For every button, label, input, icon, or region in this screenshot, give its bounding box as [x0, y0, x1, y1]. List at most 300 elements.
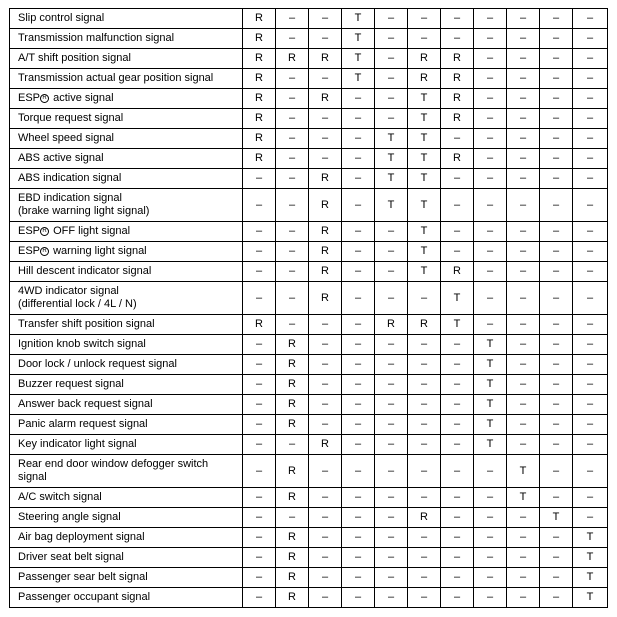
signal-value-cell: –	[474, 315, 507, 335]
signal-value-cell: –	[573, 189, 608, 222]
signal-value-cell: –	[441, 568, 474, 588]
signal-name-text: Ignition knob switch signal	[18, 338, 146, 350]
signal-value-cell: –	[474, 568, 507, 588]
signal-value-cell: T	[408, 262, 441, 282]
signal-value-cell: –	[408, 415, 441, 435]
signal-name-suffix: warning light signal	[50, 245, 147, 257]
signal-value-cell: T	[474, 415, 507, 435]
signal-name-cell	[10, 69, 243, 89]
signal-value-cell: –	[573, 375, 608, 395]
signal-value-cell: –	[474, 69, 507, 89]
signal-value-cell: –	[507, 375, 540, 395]
signal-value-cell: –	[243, 189, 276, 222]
signal-value-cell: –	[507, 282, 540, 315]
signal-value-cell: –	[507, 548, 540, 568]
signal-name-cell	[10, 335, 243, 355]
signal-value-cell: –	[540, 455, 573, 488]
signal-value-cell: T	[408, 242, 441, 262]
table-row	[10, 528, 608, 548]
signal-name-cell	[10, 435, 243, 455]
signal-value-cell: –	[276, 109, 309, 129]
signal-value-cell: –	[243, 395, 276, 415]
signal-value-cell: –	[540, 109, 573, 129]
signal-value-cell: –	[276, 29, 309, 49]
signal-value-cell: –	[507, 9, 540, 29]
signal-value-cell: –	[408, 488, 441, 508]
signal-value-cell: –	[573, 435, 608, 455]
signal-name-cell	[10, 242, 243, 262]
signal-value-cell: –	[474, 9, 507, 29]
signal-value-cell: –	[441, 488, 474, 508]
signal-value-cell: –	[573, 9, 608, 29]
signal-value-cell: –	[309, 29, 342, 49]
signal-value-cell: –	[474, 528, 507, 548]
signal-value-cell: –	[474, 282, 507, 315]
signal-value-cell: –	[573, 488, 608, 508]
signal-name-cell	[10, 568, 243, 588]
signal-value-cell: T	[408, 189, 441, 222]
signal-value-cell: –	[276, 129, 309, 149]
table-row	[10, 588, 608, 608]
signal-name-text: Transmission actual gear position signal	[18, 72, 214, 84]
signal-value-cell: –	[342, 568, 375, 588]
signal-value-cell: –	[342, 315, 375, 335]
signal-name-cell	[10, 109, 243, 129]
signal-value-cell: T	[375, 169, 408, 189]
signal-value-cell: –	[243, 375, 276, 395]
signal-name-text: EBD indication signal	[18, 192, 122, 204]
signal-value-cell: –	[309, 548, 342, 568]
signal-value-cell: –	[342, 508, 375, 528]
signal-name-text: 4WD indicator signal	[18, 285, 119, 297]
signal-value-cell: T	[573, 568, 608, 588]
signal-value-cell: –	[408, 282, 441, 315]
signal-value-cell: –	[408, 528, 441, 548]
table-row	[10, 335, 608, 355]
signal-value-cell: R	[243, 89, 276, 109]
signal-name-text: Hill descent indicator signal	[18, 265, 152, 277]
signal-name-text: Passenger occupant signal	[18, 591, 151, 603]
signal-value-cell: –	[408, 548, 441, 568]
signal-value-cell: –	[309, 588, 342, 608]
signal-value-cell: –	[375, 29, 408, 49]
signal-value-cell: –	[540, 415, 573, 435]
signal-value-cell: –	[408, 375, 441, 395]
signal-value-cell: –	[540, 568, 573, 588]
signal-name-cell	[10, 89, 243, 109]
signal-name-suffix: active signal	[50, 92, 114, 104]
signal-value-cell: –	[507, 335, 540, 355]
signal-value-cell: –	[243, 282, 276, 315]
signal-value-cell: –	[474, 49, 507, 69]
signal-value-cell: –	[342, 129, 375, 149]
signal-name-text: A/C switch signal	[18, 491, 102, 503]
signal-name-text: A/T shift position signal	[18, 52, 131, 64]
signal-value-cell: –	[342, 528, 375, 548]
signal-value-cell: –	[474, 242, 507, 262]
signal-value-cell: –	[243, 568, 276, 588]
signal-table	[9, 8, 608, 608]
signal-value-cell: –	[375, 222, 408, 242]
signal-value-cell: –	[573, 169, 608, 189]
signal-value-cell: –	[474, 455, 507, 488]
signal-value-cell: –	[342, 435, 375, 455]
signal-value-cell: –	[309, 109, 342, 129]
signal-value-cell: –	[573, 455, 608, 488]
signal-value-cell: –	[375, 568, 408, 588]
signal-value-cell: –	[342, 395, 375, 415]
signal-value-cell: R	[441, 149, 474, 169]
signal-name-text: Panic alarm request signal	[18, 418, 148, 430]
signal-name-cell	[10, 262, 243, 282]
signal-value-cell: –	[441, 335, 474, 355]
signal-value-cell: R	[243, 109, 276, 129]
signal-name-text: Air bag deployment signal	[18, 531, 145, 543]
signal-value-cell: R	[309, 282, 342, 315]
signal-value-cell: R	[408, 69, 441, 89]
signal-value-cell: R	[408, 49, 441, 69]
signal-name-prefix: ESP	[18, 225, 41, 237]
signal-value-cell: –	[507, 508, 540, 528]
signal-value-cell: –	[375, 109, 408, 129]
signal-name-cell	[10, 169, 243, 189]
signal-name-text: (differential lock / 4L / N)	[18, 298, 137, 310]
signal-value-cell: –	[540, 29, 573, 49]
signal-value-cell: –	[540, 488, 573, 508]
signal-value-cell: T	[375, 149, 408, 169]
signal-value-cell: –	[441, 508, 474, 528]
signal-value-cell: –	[342, 189, 375, 222]
signal-value-cell: –	[573, 29, 608, 49]
signal-value-cell: R	[243, 49, 276, 69]
signal-value-cell: R	[309, 435, 342, 455]
signal-value-cell: –	[573, 109, 608, 129]
signal-value-cell: –	[375, 355, 408, 375]
signal-value-cell: –	[375, 89, 408, 109]
signal-value-cell: R	[276, 548, 309, 568]
signal-value-cell: –	[375, 69, 408, 89]
signal-name-text: Torque request signal	[18, 112, 124, 124]
signal-value-cell: –	[507, 435, 540, 455]
signal-value-cell: –	[342, 149, 375, 169]
table-row	[10, 109, 608, 129]
table-row	[10, 355, 608, 375]
signal-value-cell: –	[540, 435, 573, 455]
signal-name-text	[18, 92, 240, 105]
signal-value-cell: T	[342, 49, 375, 69]
signal-value-cell: R	[276, 528, 309, 548]
signal-value-cell: –	[441, 435, 474, 455]
signal-value-cell: –	[342, 169, 375, 189]
signal-name-text: Slip control signal	[18, 12, 105, 24]
signal-value-cell: T	[408, 109, 441, 129]
signal-value-cell: –	[540, 49, 573, 69]
signal-value-cell: T	[573, 588, 608, 608]
signal-name-cell	[10, 149, 243, 169]
signal-value-cell: –	[309, 335, 342, 355]
signal-name-cell	[10, 9, 243, 29]
signal-value-cell: R	[441, 262, 474, 282]
table-row	[10, 315, 608, 335]
signal-name-suffix: OFF light signal	[50, 225, 131, 237]
table-row	[10, 89, 608, 109]
signal-value-cell: –	[342, 455, 375, 488]
signal-value-cell: –	[540, 222, 573, 242]
signal-value-cell: –	[507, 169, 540, 189]
signal-value-cell: –	[540, 242, 573, 262]
signal-value-cell: –	[507, 355, 540, 375]
signal-value-cell: –	[243, 222, 276, 242]
signal-name-cell	[10, 129, 243, 149]
signal-value-cell: R	[441, 89, 474, 109]
signal-name-text	[18, 245, 240, 258]
signal-value-cell: –	[276, 69, 309, 89]
signal-value-cell: –	[507, 149, 540, 169]
signal-value-cell: R	[309, 89, 342, 109]
signal-value-cell: –	[309, 9, 342, 29]
signal-value-cell: –	[441, 548, 474, 568]
signal-value-cell: T	[408, 222, 441, 242]
signal-value-cell: T	[507, 455, 540, 488]
signal-value-cell: –	[243, 169, 276, 189]
signal-value-cell: –	[573, 355, 608, 375]
signal-value-cell: –	[441, 528, 474, 548]
signal-name-text: Door lock / unlock request signal	[18, 358, 177, 370]
signal-value-cell: –	[441, 455, 474, 488]
signal-value-cell: –	[573, 129, 608, 149]
signal-value-cell: –	[474, 588, 507, 608]
signal-value-cell: –	[540, 548, 573, 568]
signal-name-cell	[10, 548, 243, 568]
signal-value-cell: –	[342, 375, 375, 395]
signal-name-cell	[10, 29, 243, 49]
signal-value-cell: –	[474, 508, 507, 528]
signal-value-cell: T	[342, 69, 375, 89]
signal-value-cell: –	[573, 149, 608, 169]
signal-value-cell: –	[573, 395, 608, 415]
signal-value-cell: T	[342, 9, 375, 29]
signal-value-cell: –	[540, 262, 573, 282]
table-row	[10, 455, 608, 488]
signal-value-cell: R	[243, 9, 276, 29]
signal-value-cell: T	[375, 189, 408, 222]
signal-value-cell: –	[573, 262, 608, 282]
signal-value-cell: –	[342, 242, 375, 262]
signal-value-cell: –	[540, 395, 573, 415]
signal-value-cell: –	[540, 129, 573, 149]
signal-value-cell: –	[276, 262, 309, 282]
signal-value-cell: –	[474, 149, 507, 169]
table-row	[10, 282, 608, 315]
signal-value-cell: –	[540, 528, 573, 548]
signal-name-cell	[10, 375, 243, 395]
signal-value-cell: T	[540, 508, 573, 528]
signal-value-cell: –	[573, 335, 608, 355]
table-row	[10, 49, 608, 69]
signal-value-cell: –	[276, 169, 309, 189]
signal-value-cell: –	[375, 415, 408, 435]
signal-value-cell: T	[408, 149, 441, 169]
signal-value-cell: –	[243, 488, 276, 508]
signal-value-cell: –	[474, 129, 507, 149]
signal-name-text: (brake warning light signal)	[18, 205, 150, 217]
signal-value-cell: T	[573, 528, 608, 548]
signal-value-cell: –	[375, 282, 408, 315]
signal-value-cell: –	[342, 262, 375, 282]
signal-value-cell: –	[375, 455, 408, 488]
signal-value-cell: T	[507, 488, 540, 508]
signal-value-cell: T	[408, 129, 441, 149]
table-row	[10, 189, 608, 222]
table-row	[10, 222, 608, 242]
signal-value-cell: –	[243, 588, 276, 608]
signal-value-cell: –	[375, 548, 408, 568]
signal-value-cell: –	[276, 315, 309, 335]
signal-value-cell: –	[342, 488, 375, 508]
signal-value-cell: T	[474, 335, 507, 355]
signal-value-cell: –	[540, 315, 573, 335]
signal-value-cell: –	[342, 222, 375, 242]
signal-value-cell: –	[540, 355, 573, 375]
signal-value-cell: –	[243, 242, 276, 262]
signal-value-cell: R	[276, 355, 309, 375]
signal-value-cell: –	[309, 149, 342, 169]
registered-mark-icon: R	[40, 227, 49, 236]
signal-value-cell: R	[309, 49, 342, 69]
signal-value-cell: –	[540, 588, 573, 608]
signal-value-cell: –	[243, 415, 276, 435]
signal-value-cell: R	[243, 29, 276, 49]
signal-value-cell: –	[309, 568, 342, 588]
table-row	[10, 29, 608, 49]
signal-value-cell: –	[573, 242, 608, 262]
signal-value-cell: –	[375, 242, 408, 262]
signal-value-cell: T	[474, 395, 507, 415]
table-body	[10, 9, 608, 608]
signal-name-text: Rear end door window defogger switch	[18, 458, 209, 470]
signal-value-cell: R	[243, 315, 276, 335]
signal-name-prefix: ESP	[18, 245, 41, 257]
signal-value-cell: –	[573, 508, 608, 528]
signal-value-cell: –	[540, 69, 573, 89]
table-row	[10, 242, 608, 262]
signal-value-cell: –	[441, 375, 474, 395]
signal-value-cell: –	[573, 415, 608, 435]
signal-value-cell: –	[375, 435, 408, 455]
signal-value-cell: –	[243, 262, 276, 282]
signal-value-cell: –	[474, 109, 507, 129]
signal-value-cell: R	[309, 189, 342, 222]
signal-value-cell: –	[243, 455, 276, 488]
signal-value-cell: –	[309, 455, 342, 488]
signal-value-cell: R	[309, 169, 342, 189]
signal-value-cell: –	[441, 395, 474, 415]
signal-value-cell: –	[342, 109, 375, 129]
signal-name-cell	[10, 508, 243, 528]
signal-name-text: Transmission malfunction signal	[18, 32, 175, 44]
table-row	[10, 435, 608, 455]
signal-value-cell: –	[408, 9, 441, 29]
signal-value-cell: –	[309, 508, 342, 528]
signal-name-text: Steering angle signal	[18, 511, 121, 523]
signal-value-cell: T	[441, 315, 474, 335]
signal-value-cell: –	[375, 335, 408, 355]
signal-name-text: Wheel speed signal	[18, 132, 115, 144]
signal-value-cell: –	[573, 222, 608, 242]
signal-value-cell: –	[573, 282, 608, 315]
signal-value-cell: –	[507, 395, 540, 415]
table-row	[10, 262, 608, 282]
signal-value-cell: –	[408, 335, 441, 355]
signal-value-cell: R	[243, 149, 276, 169]
table-row	[10, 548, 608, 568]
signal-value-cell: R	[276, 588, 309, 608]
signal-value-cell: –	[573, 89, 608, 109]
signal-value-cell: –	[309, 415, 342, 435]
signal-value-cell: –	[507, 29, 540, 49]
signal-name-cell	[10, 415, 243, 435]
signal-value-cell: –	[540, 189, 573, 222]
signal-value-cell: –	[540, 375, 573, 395]
signal-value-cell: –	[309, 69, 342, 89]
table-row	[10, 9, 608, 29]
signal-value-cell: T	[474, 355, 507, 375]
signal-name-cell	[10, 395, 243, 415]
signal-value-cell: R	[408, 315, 441, 335]
table-row	[10, 149, 608, 169]
signal-value-cell: R	[276, 49, 309, 69]
signal-value-cell: T	[573, 548, 608, 568]
signal-value-cell: –	[243, 548, 276, 568]
signal-value-cell: T	[408, 169, 441, 189]
signal-value-cell: –	[441, 415, 474, 435]
signal-value-cell: R	[276, 375, 309, 395]
signal-value-cell: –	[573, 49, 608, 69]
signal-value-cell: –	[408, 455, 441, 488]
signal-value-cell: –	[540, 169, 573, 189]
signal-value-cell: R	[276, 455, 309, 488]
signal-value-cell: –	[507, 69, 540, 89]
signal-value-cell: T	[375, 129, 408, 149]
signal-value-cell: –	[474, 189, 507, 222]
signal-value-cell: –	[507, 49, 540, 69]
signal-value-cell: –	[573, 315, 608, 335]
signal-value-cell: –	[507, 189, 540, 222]
signal-value-cell: T	[408, 89, 441, 109]
signal-value-cell: –	[342, 415, 375, 435]
signal-value-cell: T	[441, 282, 474, 315]
signal-name-text: Answer back request signal	[18, 398, 153, 410]
signal-value-cell: –	[507, 528, 540, 548]
signal-name-text: Transfer shift position signal	[18, 318, 155, 330]
signal-value-cell: –	[375, 488, 408, 508]
signal-name-text: Key indicator light signal	[18, 438, 137, 450]
table-row	[10, 375, 608, 395]
signal-name-text: Driver seat belt signal	[18, 551, 124, 563]
signal-value-cell: –	[474, 222, 507, 242]
signal-name-cell	[10, 488, 243, 508]
signal-value-cell: –	[441, 588, 474, 608]
signal-value-cell: –	[540, 149, 573, 169]
signal-name-cell	[10, 282, 243, 315]
signal-value-cell: –	[375, 49, 408, 69]
signal-name-cell	[10, 315, 243, 335]
signal-value-cell: –	[441, 169, 474, 189]
signal-value-cell: –	[408, 355, 441, 375]
signal-value-cell: R	[441, 49, 474, 69]
signal-value-cell: –	[408, 568, 441, 588]
signal-value-cell: R	[309, 262, 342, 282]
